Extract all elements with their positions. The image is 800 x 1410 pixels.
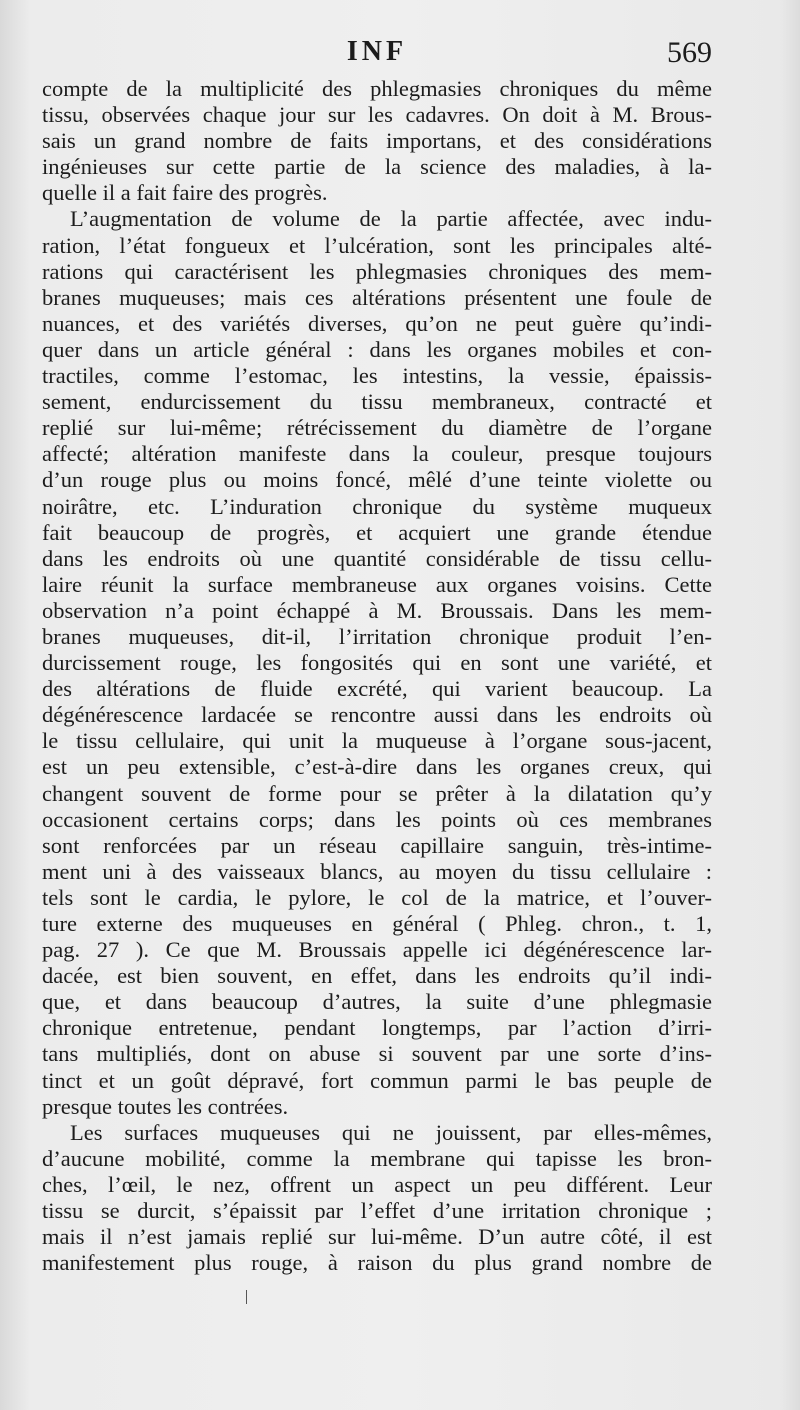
text-line: des altérations de fluide excrété, qui varient beaucoup. La xyxy=(42,676,712,702)
text-line: branes muqueuses, dit-il, l’irritation chronique produit l’en- xyxy=(42,623,712,649)
text-line: sais un grand nombre de faits importans, et des considérations xyxy=(42,128,712,154)
text-line: tissu, observées chaque jour sur les cadavres. On doit à M. Brous- xyxy=(42,102,712,128)
text-line: quer dans un article général : dans les organes mobiles et con- xyxy=(42,336,712,362)
text-line: dacée, est bien souvent, en effet, dans les endroits qu’il indi- xyxy=(42,963,712,989)
text-line: ingénieuses sur cette partie de la science des maladies, à la- xyxy=(42,154,712,180)
text-line: Les surfaces muqueuses qui ne jouissent, par elles-mêmes, xyxy=(70,1119,712,1145)
text-line: observation n’a point échappé à M. Broussais. Dans les mem- xyxy=(42,597,712,623)
text-line: ches, l’œil, le nez, offrent un aspect un peu différent. Leur xyxy=(42,1171,712,1197)
text-line: dans les endroits où une quantité considérable de tissu cellu- xyxy=(42,545,712,571)
text-line: tels sont le cardia, le pylore, le col de la matrice, et l’ouver- xyxy=(42,884,712,910)
text-line: tinct et un goût dépravé, fort commun parmi le bas peuple de xyxy=(42,1067,712,1093)
text-line: ration, l’état fongueux et l’ulcération, sont les principales alté- xyxy=(42,232,712,258)
text-line: durcissement rouge, les fongosités qui en sont une variété, et xyxy=(42,650,712,676)
text-line: laire réunit la surface membraneuse aux organes voisins. Cette xyxy=(42,571,712,597)
text-line: nuances, et des variétés diverses, qu’on ne peut guère qu’indi- xyxy=(42,310,712,336)
running-head xyxy=(42,36,712,76)
text-line: d’aucune mobilité, comme la membrane qui tapisse les bron- xyxy=(42,1145,712,1171)
text-line: tractiles, comme l’estomac, les intestins, la vessie, épaissis- xyxy=(42,363,712,389)
text-line: ture externe des muqueuses en général ( Phleg. chron., t. 1, xyxy=(42,911,712,936)
text-line: le tissu cellulaire, qui unit la muqueuse à l’organe sous-jacent, xyxy=(42,728,712,754)
page-number: 569 xyxy=(667,36,712,69)
text-line: que, et dans beaucoup d’autres, la suite d’une phlegmasie xyxy=(42,989,712,1015)
text-line: compte de la multiplicité des phlegmasies chroniques du même xyxy=(42,76,712,101)
text-line: quelle il a fait faire des progrès. xyxy=(42,180,328,206)
text-line: presque toutes les contrées. xyxy=(42,1093,289,1119)
text-line: replié sur lui-même; rétrécissement du diamètre de l’organe xyxy=(42,415,712,441)
text-line: branes muqueuses; mais ces altérations présentent une foule de xyxy=(42,284,712,310)
ink-mark xyxy=(246,1290,247,1304)
running-head-title: INF xyxy=(346,36,408,67)
text-line: sont renforcées par un réseau capillaire sanguin, très-intime- xyxy=(42,832,712,858)
text-line: tans multipliés, dont on abuse si souvent par une sorte d’ins- xyxy=(42,1041,712,1067)
text-line: tissu se durcit, s’épaissit par l’effet d’une irritation chronique ; xyxy=(42,1198,712,1224)
text-line: occasionent certains corps; dans les points où ces membranes xyxy=(42,806,712,832)
text-line: dégénérescence lardacée se rencontre aussi dans les endroits où xyxy=(42,702,712,728)
body-text xyxy=(42,76,712,1276)
text-line: affecté; altération manifeste dans la couleur, presque toujours xyxy=(42,441,712,467)
text-line: changent souvent de forme pour se prêter à la dilatation qu’y xyxy=(42,780,712,806)
text-line: ment uni à des vaisseaux blancs, au moyen du tissu cellulaire : xyxy=(42,858,712,884)
text-line: d’un rouge plus ou moins foncé, mêlé d’une teinte violette ou xyxy=(42,467,712,493)
text-line: sement, endurcissement du tissu membraneux, contracté et xyxy=(42,389,712,415)
text-line: L’augmentation de volume de la partie affectée, avec indu- xyxy=(70,206,712,232)
text-line: pag. 27 ). Ce que M. Broussais appelle ici dégénérescence lar- xyxy=(42,937,712,963)
text-line: fait beaucoup de progrès, et acquiert une grande étendue xyxy=(42,519,712,545)
text-line: est un peu extensible, c’est-à-dire dans les organes creux, qui xyxy=(42,754,712,780)
text-line: mais il n’est jamais replié sur lui-même. D’un autre côté, il est xyxy=(42,1224,712,1250)
text-line: chronique entretenue, pendant longtemps, par l’action d’irri- xyxy=(42,1015,712,1041)
text-line: rations qui caractérisent les phlegmasies chroniques des mem- xyxy=(42,258,712,284)
text-line: manifestement plus rouge, à raison du plus grand nombre de xyxy=(42,1250,712,1276)
text-line: noirâtre, etc. L’induration chronique du système muqueux xyxy=(42,493,712,519)
